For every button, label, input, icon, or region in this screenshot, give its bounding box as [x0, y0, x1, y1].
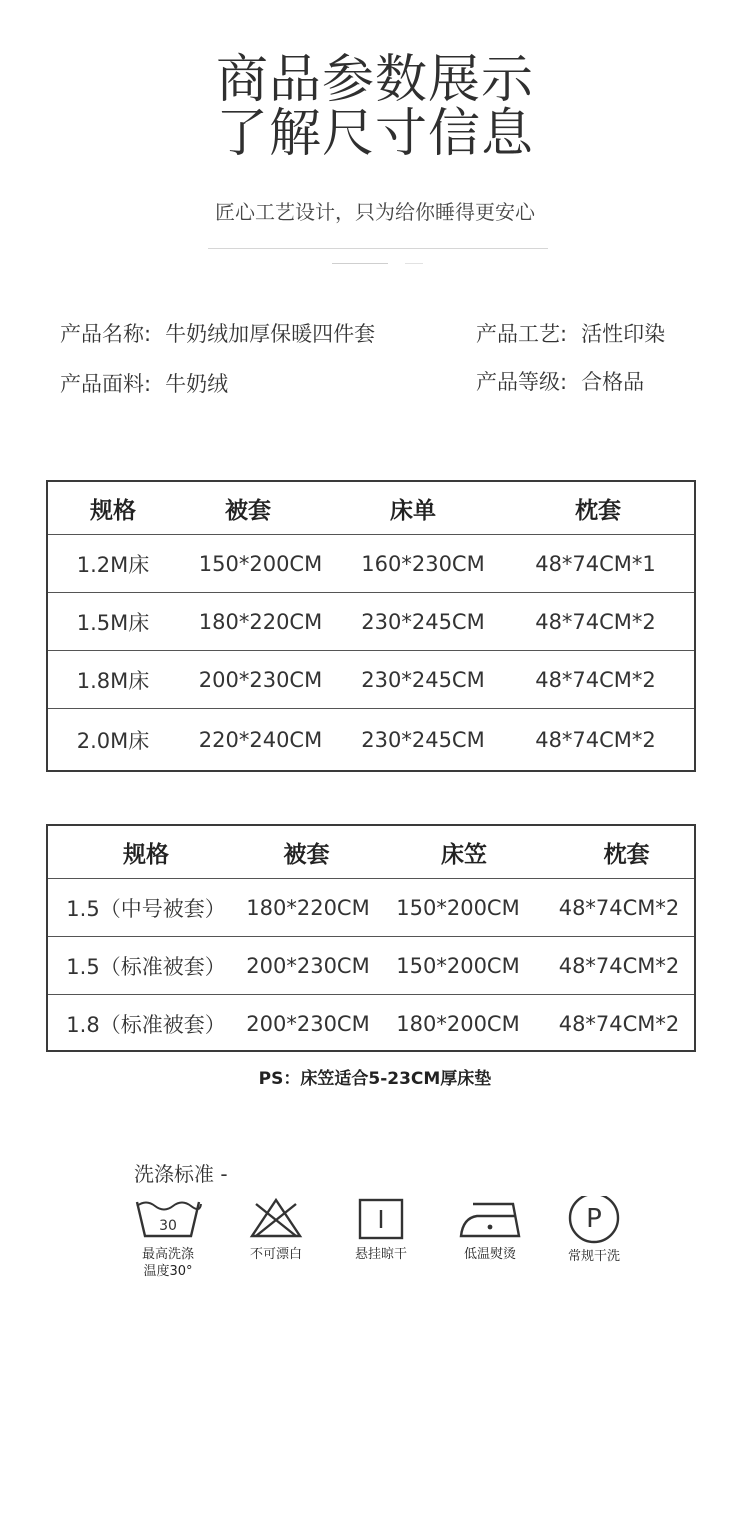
info-product-craft	[476, 318, 665, 348]
table-cell: 200*230CM	[246, 1012, 370, 1036]
table-cell: 220*240CM	[198, 728, 323, 752]
table-cell: 150*200CM	[198, 552, 323, 576]
table-row	[48, 534, 694, 593]
divider-short	[332, 263, 388, 264]
table-cell: 160*230CM	[361, 552, 485, 576]
care-label: 不可漂白	[249, 1247, 302, 1262]
page-title-line-2: 了解尺寸信息	[215, 104, 534, 164]
info-label: 产品工艺:	[476, 322, 568, 346]
table-cell: 48*74CM*1	[535, 552, 656, 576]
info-value: 牛奶绒	[165, 372, 229, 396]
table-cell: 180*220CM	[246, 896, 370, 920]
care-item-wash	[118, 1196, 218, 1280]
table-cell: 48*74CM*2	[535, 728, 656, 752]
dry-clean-p-icon	[566, 1196, 622, 1246]
size-table-fitted-sheet	[46, 824, 696, 1052]
table-header-cell: 枕套	[575, 497, 621, 524]
info-value: 合格品	[581, 370, 645, 394]
dry-clean-symbol: P	[586, 1204, 602, 1234]
table-row	[48, 994, 694, 1053]
table-cell: 230*245CM	[361, 728, 485, 752]
care-item-low-iron	[440, 1196, 540, 1263]
table-header-row	[48, 826, 694, 878]
table-cell: 180*200CM	[396, 1012, 520, 1036]
table-cell: 200*230CM	[246, 954, 370, 978]
table-cell: 48*74CM*2	[535, 668, 656, 692]
table-header-cell: 枕套	[603, 841, 650, 868]
table-row	[48, 592, 694, 651]
table-cell: 180*220CM	[198, 610, 323, 634]
table-header-cell: 被套	[225, 497, 271, 524]
care-label: 最高洗涤 温度30°	[141, 1247, 194, 1279]
info-label: 产品名称:	[60, 322, 152, 346]
table-cell: 230*245CM	[361, 610, 485, 634]
table-header-cell: 规格	[90, 497, 136, 524]
table-cell: 1.5M床	[76, 611, 150, 635]
table-cell: 230*245CM	[361, 668, 485, 692]
table-row	[48, 650, 694, 709]
care-item-hang-dry	[331, 1196, 431, 1263]
table-cell: 2.0M床	[76, 729, 150, 753]
divider-dot	[405, 263, 423, 264]
table-cell: 150*200CM	[396, 954, 520, 978]
wash-temp-text: 30	[159, 1218, 177, 1234]
care-label: 常规干洗	[567, 1249, 620, 1264]
table-cell: 1.8（标准被套）	[66, 1013, 226, 1037]
info-product-grade	[476, 366, 644, 396]
info-product-name	[60, 318, 375, 348]
info-product-fabric	[60, 368, 228, 398]
table-cell: 1.8M床	[76, 669, 150, 693]
table-cell: 1.5（标准被套）	[66, 955, 226, 979]
table-cell: 48*74CM*2	[558, 954, 680, 978]
table-cell: 48*74CM*2	[558, 1012, 680, 1036]
info-value: 活性印染	[581, 322, 666, 346]
no-bleach-icon	[248, 1196, 304, 1240]
table-cell: 1.2M床	[76, 553, 150, 577]
ps-note: PS：床笠适合5-23CM厚床垫	[258, 1069, 492, 1089]
table-header-cell: 床笠	[441, 841, 487, 868]
care-label: 悬挂晾干	[354, 1247, 407, 1262]
divider	[208, 248, 548, 249]
care-item-dry-clean	[544, 1196, 644, 1265]
care-title: 洗涤标准 -	[134, 1162, 228, 1186]
hang-dry-icon	[356, 1196, 406, 1240]
table-header-row	[48, 482, 694, 534]
table-header-cell: 床单	[390, 497, 436, 524]
table-header-cell: 规格	[123, 841, 169, 868]
info-label: 产品等级:	[476, 370, 568, 394]
wash-30-icon	[133, 1196, 203, 1240]
table-row	[48, 708, 694, 771]
size-table-bedsheet	[46, 480, 696, 772]
page-title-line-1: 商品参数展示	[215, 50, 534, 110]
low-iron-icon	[457, 1196, 523, 1240]
table-row	[48, 936, 694, 995]
table-header-cell: 被套	[283, 841, 330, 868]
care-label: 低温熨烫	[463, 1247, 516, 1262]
table-cell: 48*74CM*2	[535, 610, 656, 634]
info-label: 产品面料:	[60, 372, 152, 396]
table-cell: 1.5（中号被套）	[66, 897, 226, 921]
table-cell: 200*230CM	[198, 668, 323, 692]
table-cell: 150*200CM	[396, 896, 520, 920]
table-cell: 48*74CM*2	[558, 896, 680, 920]
page-subtitle: 匠心工艺设计，只为给你睡得更安心	[215, 200, 535, 224]
info-value: 牛奶绒加厚保暖四件套	[165, 322, 376, 346]
table-row	[48, 878, 694, 937]
care-item-no-bleach	[226, 1196, 326, 1263]
